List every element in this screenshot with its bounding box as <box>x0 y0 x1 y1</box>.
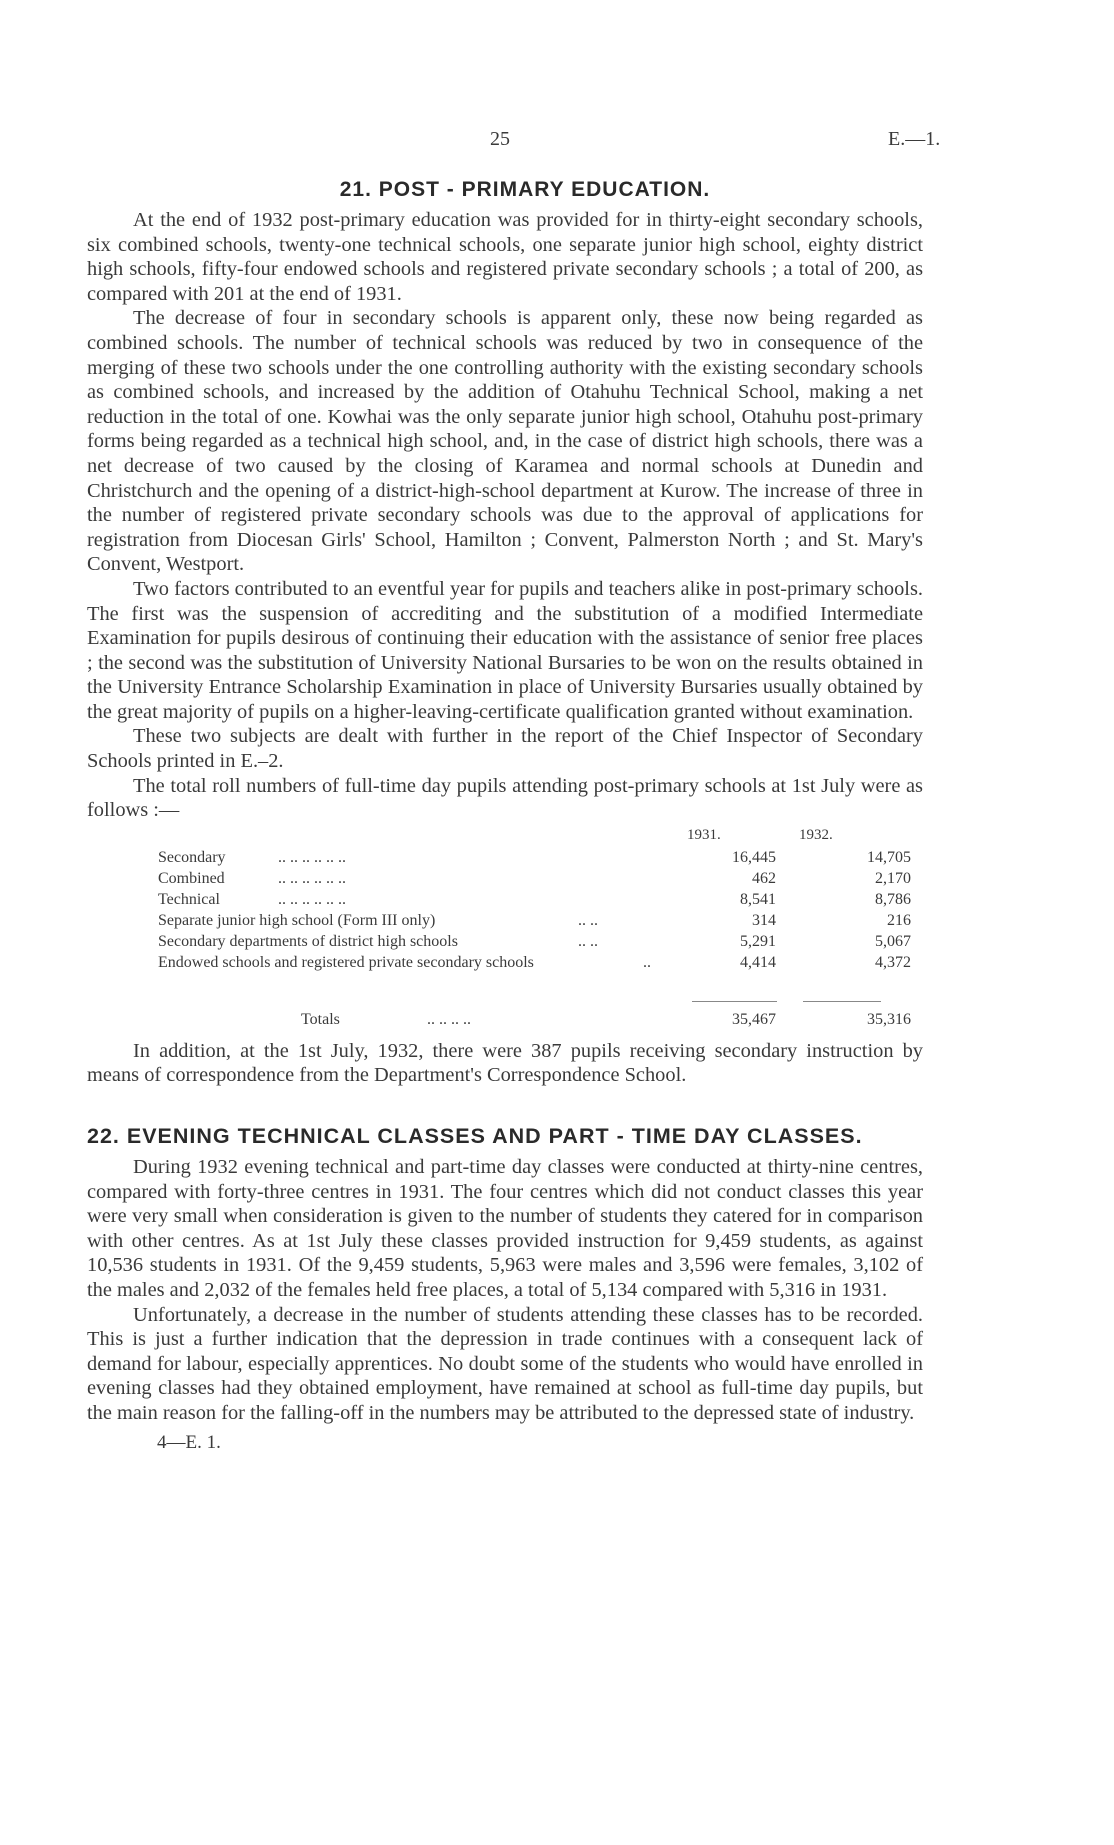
value-1931: 16,445 <box>732 848 776 866</box>
value-1932: 2,170 <box>875 869 911 887</box>
row-label: Secondary departments of district high schools <box>158 932 458 950</box>
value-1931: 5,291 <box>740 932 776 950</box>
table-row <box>158 933 938 954</box>
leader-dots: .. <box>643 953 651 971</box>
paragraph: Unfortunately, a decrease in the number of students attending these classes has to be recorded. This is just a further indication that the depression in trade continues with a consequent lack of demand for labour, especially apprentices. No doubt some of the students who would have enrolled in evening classes had they obtained employment, have remained at school as full-time day pupils, but the main reason for the falling-off in the numbers may be attributed to the depressed state of industry. <box>87 1303 923 1424</box>
totals-rule-1932 <box>803 1001 881 1002</box>
value-1931: 314 <box>752 911 776 929</box>
value-1932: 14,705 <box>867 848 911 866</box>
value-1932: 5,067 <box>875 932 911 950</box>
series-reference: E.—1. <box>888 128 941 150</box>
value-1932: 216 <box>887 911 911 929</box>
roll-numbers-table <box>87 827 923 1039</box>
paragraph: The decrease of four in secondary schools is apparent only, these now being regarded as combined schools. The number of technical schools was reduced by two in consequence of the merging of these two schools under the one controlling authority with the existing secondary schools as combined schools, and increased by the addition of Otahuhu Technical School, making a net reduction in the total of one. Kowhai was the only separate junior high school, Otahuhu post-primary forms being regarded as a technical high school, and, in the case of district high schools, there was a net decrease of two caused by the closing of Karamea and normal schools at Dunedin and Christchurch and the opening of a district-high-school department at Kurow. The increase of three in the number of registered private secondary schools was due to the approval of applications for registration from Diocesan Girls' School, Hamilton ; Convent, Palmerston North ; and St. Mary's Convent, Westport. <box>87 307 923 576</box>
table-row <box>158 912 938 933</box>
table-row <box>158 870 938 891</box>
leader-dots: .. .. <box>578 911 598 929</box>
value-1932: 8,786 <box>875 890 911 908</box>
leader-dots: .. .. .. .. .. .. <box>278 848 346 866</box>
page-content <box>87 178 923 1454</box>
table-row <box>158 849 938 870</box>
leader-dots: .. .. .. .. .. .. <box>278 890 346 908</box>
table-row <box>158 891 938 912</box>
value-1931: 4,414 <box>740 953 776 971</box>
year-header-1931: 1931. <box>687 826 721 843</box>
paragraph: Two factors contributed to an eventful year for pupils and teachers alike in post-primary schools. The first was the suspension of accrediting and the substitution of a modified Intermediate Examination for pupils desirous of continuing their education with the assistance of senior free places ; the second was the substitution of University National Bursaries to be won on the results obtained in the University Entrance Scholarship Examination in place of University Bursaries usually obtained by the great majority of pupils on a higher-leaving-certificate qualification granted without examination. <box>87 577 923 723</box>
totals-rule-1931 <box>692 1001 777 1002</box>
paragraph: These two subjects are dealt with further in the report of the Chief Inspector of Secondary Schools printed in E.–2. <box>87 725 923 773</box>
page-number: 25 <box>490 128 510 150</box>
paragraph: The total roll numbers of full-time day pupils attending post-primary schools at 1st July were as follows :— <box>87 774 923 822</box>
row-label: Secondary <box>158 848 226 866</box>
year-header-1932: 1932. <box>799 826 833 843</box>
total-1932: 35,316 <box>867 1010 911 1028</box>
paragraph: During 1932 evening technical and part-time day classes were conducted at thirty-nine centres, compared with forty-three centres in 1931. The four centres which did not conduct classes this year were very small when consideration is given to the number of students they catered for in comparison with other centres. As at 1st July these classes provided instruction for 9,459 students, as against 10,536 students in 1931. Of the 9,459 students, 5,963 were males and 3,596 were females, 3,102 of the males and 2,032 of the females held free places, a total of 5,134 compared with 5,316 in 1931. <box>87 1156 923 1301</box>
row-label: Endowed schools and registered private secondary schools <box>158 953 534 971</box>
value-1931: 8,541 <box>740 890 776 908</box>
row-label: Combined <box>158 869 225 887</box>
table-row <box>158 954 938 975</box>
leader-dots: .. .. .. .. <box>427 1010 471 1028</box>
value-1932: 4,372 <box>875 953 911 971</box>
signature-mark: 4—E. 1. <box>157 1431 221 1453</box>
leader-dots: .. .. .. .. .. .. <box>278 869 346 887</box>
row-label: Technical <box>158 890 220 908</box>
value-1931: 462 <box>752 869 776 887</box>
section-22-heading: 22. EVENING TECHNICAL CLASSES AND PART - TIME DAY CLASSES. <box>87 1124 863 1149</box>
paragraph: At the end of 1932 post-primary education was provided for in thirty-eight secondary schools, six combined schools, twenty-one technical schools, one separate junior high school, eighty district high schools, fifty-four endowed schools and registered private secondary schools ; a total of 200, as compared with 201 at the end of 1931. <box>87 209 923 305</box>
section-21-heading: 21. POST - PRIMARY EDUCATION. <box>339 178 711 201</box>
paragraph: In addition, at the 1st July, 1932, there were 387 pupils receiving secondary instruction by means of correspondence from the Department's Correspondence School. <box>87 1039 923 1087</box>
total-1931: 35,467 <box>732 1010 776 1028</box>
leader-dots: .. .. <box>578 932 598 950</box>
totals-label: Totals <box>301 1010 340 1028</box>
row-label: Separate junior high school (Form III only) <box>158 911 436 929</box>
totals-row <box>87 1011 923 1033</box>
